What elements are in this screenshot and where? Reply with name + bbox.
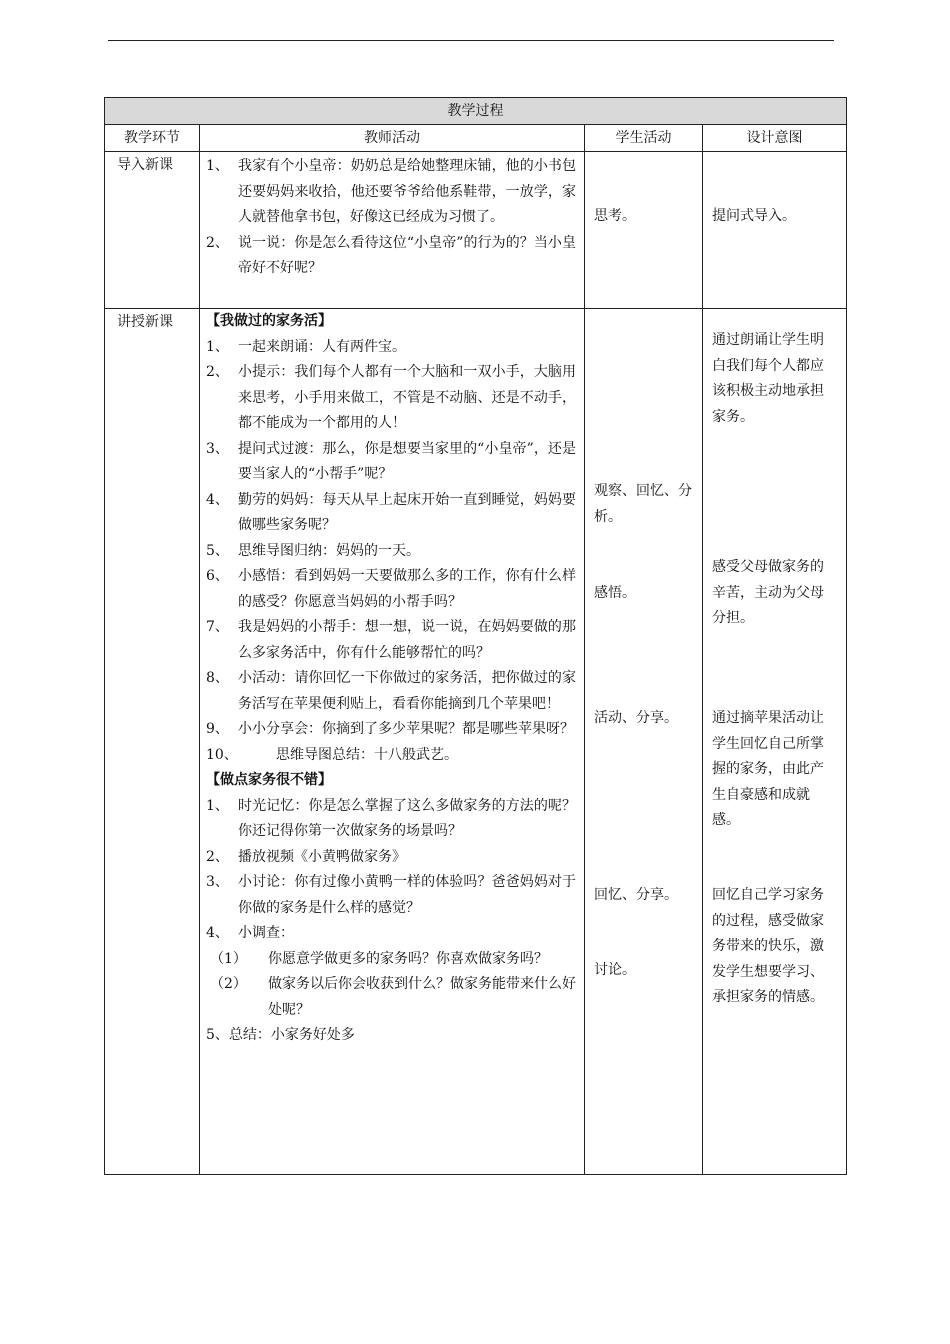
list-item: 2、 说一说：你是怎么看待这位“小皇帝”的行为的？当小皇帝好不好呢？	[206, 234, 576, 276]
table-row	[105, 152, 847, 309]
design-intent-cell	[703, 309, 847, 1175]
student-note: 思考。	[594, 208, 636, 224]
stage-cell: 讲授新课	[105, 309, 200, 1175]
header-row	[105, 125, 847, 152]
list-item: 5、 思维导图归纳：妈妈的一天。	[206, 542, 420, 559]
list-item: 1、 时光记忆：你是怎么掌握了这么多做家务的方法的呢？你还记得你第一次做家务的场景吗？	[206, 797, 576, 839]
header-student: 学生活动	[585, 125, 703, 152]
list-item: 3、 小讨论：你有过像小黄鸭一样的体验吗？爸爸妈妈对于你做的家务是什么样的感觉？	[206, 874, 576, 916]
header-intent: 设计意图	[703, 125, 847, 152]
sub-list-item: （1） 你愿意学做更多的家务吗？你喜欢做家务吗？	[210, 950, 548, 967]
sub-list-item: （2） 做家务以后你会收获到什么？做家务能带来什么好处呢？	[210, 976, 576, 1018]
list-item: 10、 思维导图总结：十八般武艺。	[206, 746, 458, 763]
student-note: 观察、回忆、分析。	[594, 483, 692, 525]
section-heading: 【做点家务很不错】	[206, 772, 332, 788]
intent-note: 通过摘苹果活动让学生回忆自己所掌握的家务，由此产生自豪感和成就感。	[712, 710, 824, 828]
teacher-activity-cell	[200, 309, 585, 1175]
table-title-row	[105, 98, 847, 125]
student-note: 感悟。	[594, 585, 636, 601]
student-note: 活动、分享。	[594, 710, 678, 726]
design-intent-cell	[703, 152, 847, 309]
student-note: 回忆、分享。	[594, 887, 678, 903]
list-item: 2、 小提示：我们每个人都有一个大脑和一双小手，大脑用来思考，小手用来做工，不管是不动脑、还是不动手，都不能成为一个都用的人！	[206, 364, 576, 431]
header-stage: 教学环节	[105, 125, 200, 152]
table-row	[105, 309, 847, 1175]
intent-note: 提问式导入。	[712, 208, 796, 224]
lesson-table	[104, 97, 847, 1175]
section-heading: 【我做过的家务活】	[206, 313, 332, 329]
table-title: 教学过程	[105, 98, 847, 125]
teacher-activity-cell	[200, 152, 585, 309]
list-item: 7、 我是妈妈的小帮手：想一想，说一说，在妈妈要做的那么多家务活中，你有什么能够帮忙的吗？	[206, 619, 576, 661]
header-rule	[108, 40, 834, 41]
list-item: 2、 播放视频《小黄鸭做家务》	[206, 848, 406, 865]
header-teacher: 教师活动	[200, 125, 585, 152]
intent-note: 感受父母做家务的辛苦，主动为父母分担。	[712, 559, 824, 626]
intent-note: 通过朗诵让学生明白我们每个人都应该积极主动地承担家务。	[712, 332, 824, 425]
list-item: 4、 勤劳的妈妈：每天从早上起床开始一直到睡觉，妈妈要做哪些家务呢？	[206, 491, 576, 533]
stage-cell: 导入新课	[105, 152, 200, 309]
student-note: 讨论。	[594, 962, 636, 978]
list-item: 8、 小活动：请你回忆一下你做过的家务活，把你做过的家务活写在苹果便利贴上，看看你能摘到几个苹果吧！	[206, 670, 576, 712]
list-item: 3、 提问式过渡：那么，你是想要当家里的“小皇帝”，还是要当家人的“小帮手”呢？	[206, 440, 576, 482]
student-activity-cell	[585, 309, 703, 1175]
intent-note: 回忆自己学习家务的过程，感受做家务带来的快乐，激发学生想要学习、承担家务的情感。	[712, 887, 824, 1005]
list-item: 1、 一起来朗诵：人有两件宝。	[206, 338, 406, 355]
list-item: 6、 小感悟：看到妈妈一天要做那么多的工作，你有什么样的感受？你愿意当妈妈的小帮手吗？	[206, 568, 576, 610]
summary-line: 5、总结：小家务好处多	[206, 1027, 355, 1043]
student-activity-cell	[585, 152, 703, 309]
list-item: 4、 小调查：	[206, 925, 294, 941]
list-item: 9、 小小分享会：你摘到了多少苹果呢？都是哪些苹果呀？	[206, 721, 574, 737]
list-item: 1、 我家有个小皇帝：奶奶总是给她整理床铺，他的小书包还要妈妈来收拾，他还要爷爷给他系鞋带，一放学，家人就替他拿书包，好像这已经成为习惯了。	[206, 158, 576, 225]
